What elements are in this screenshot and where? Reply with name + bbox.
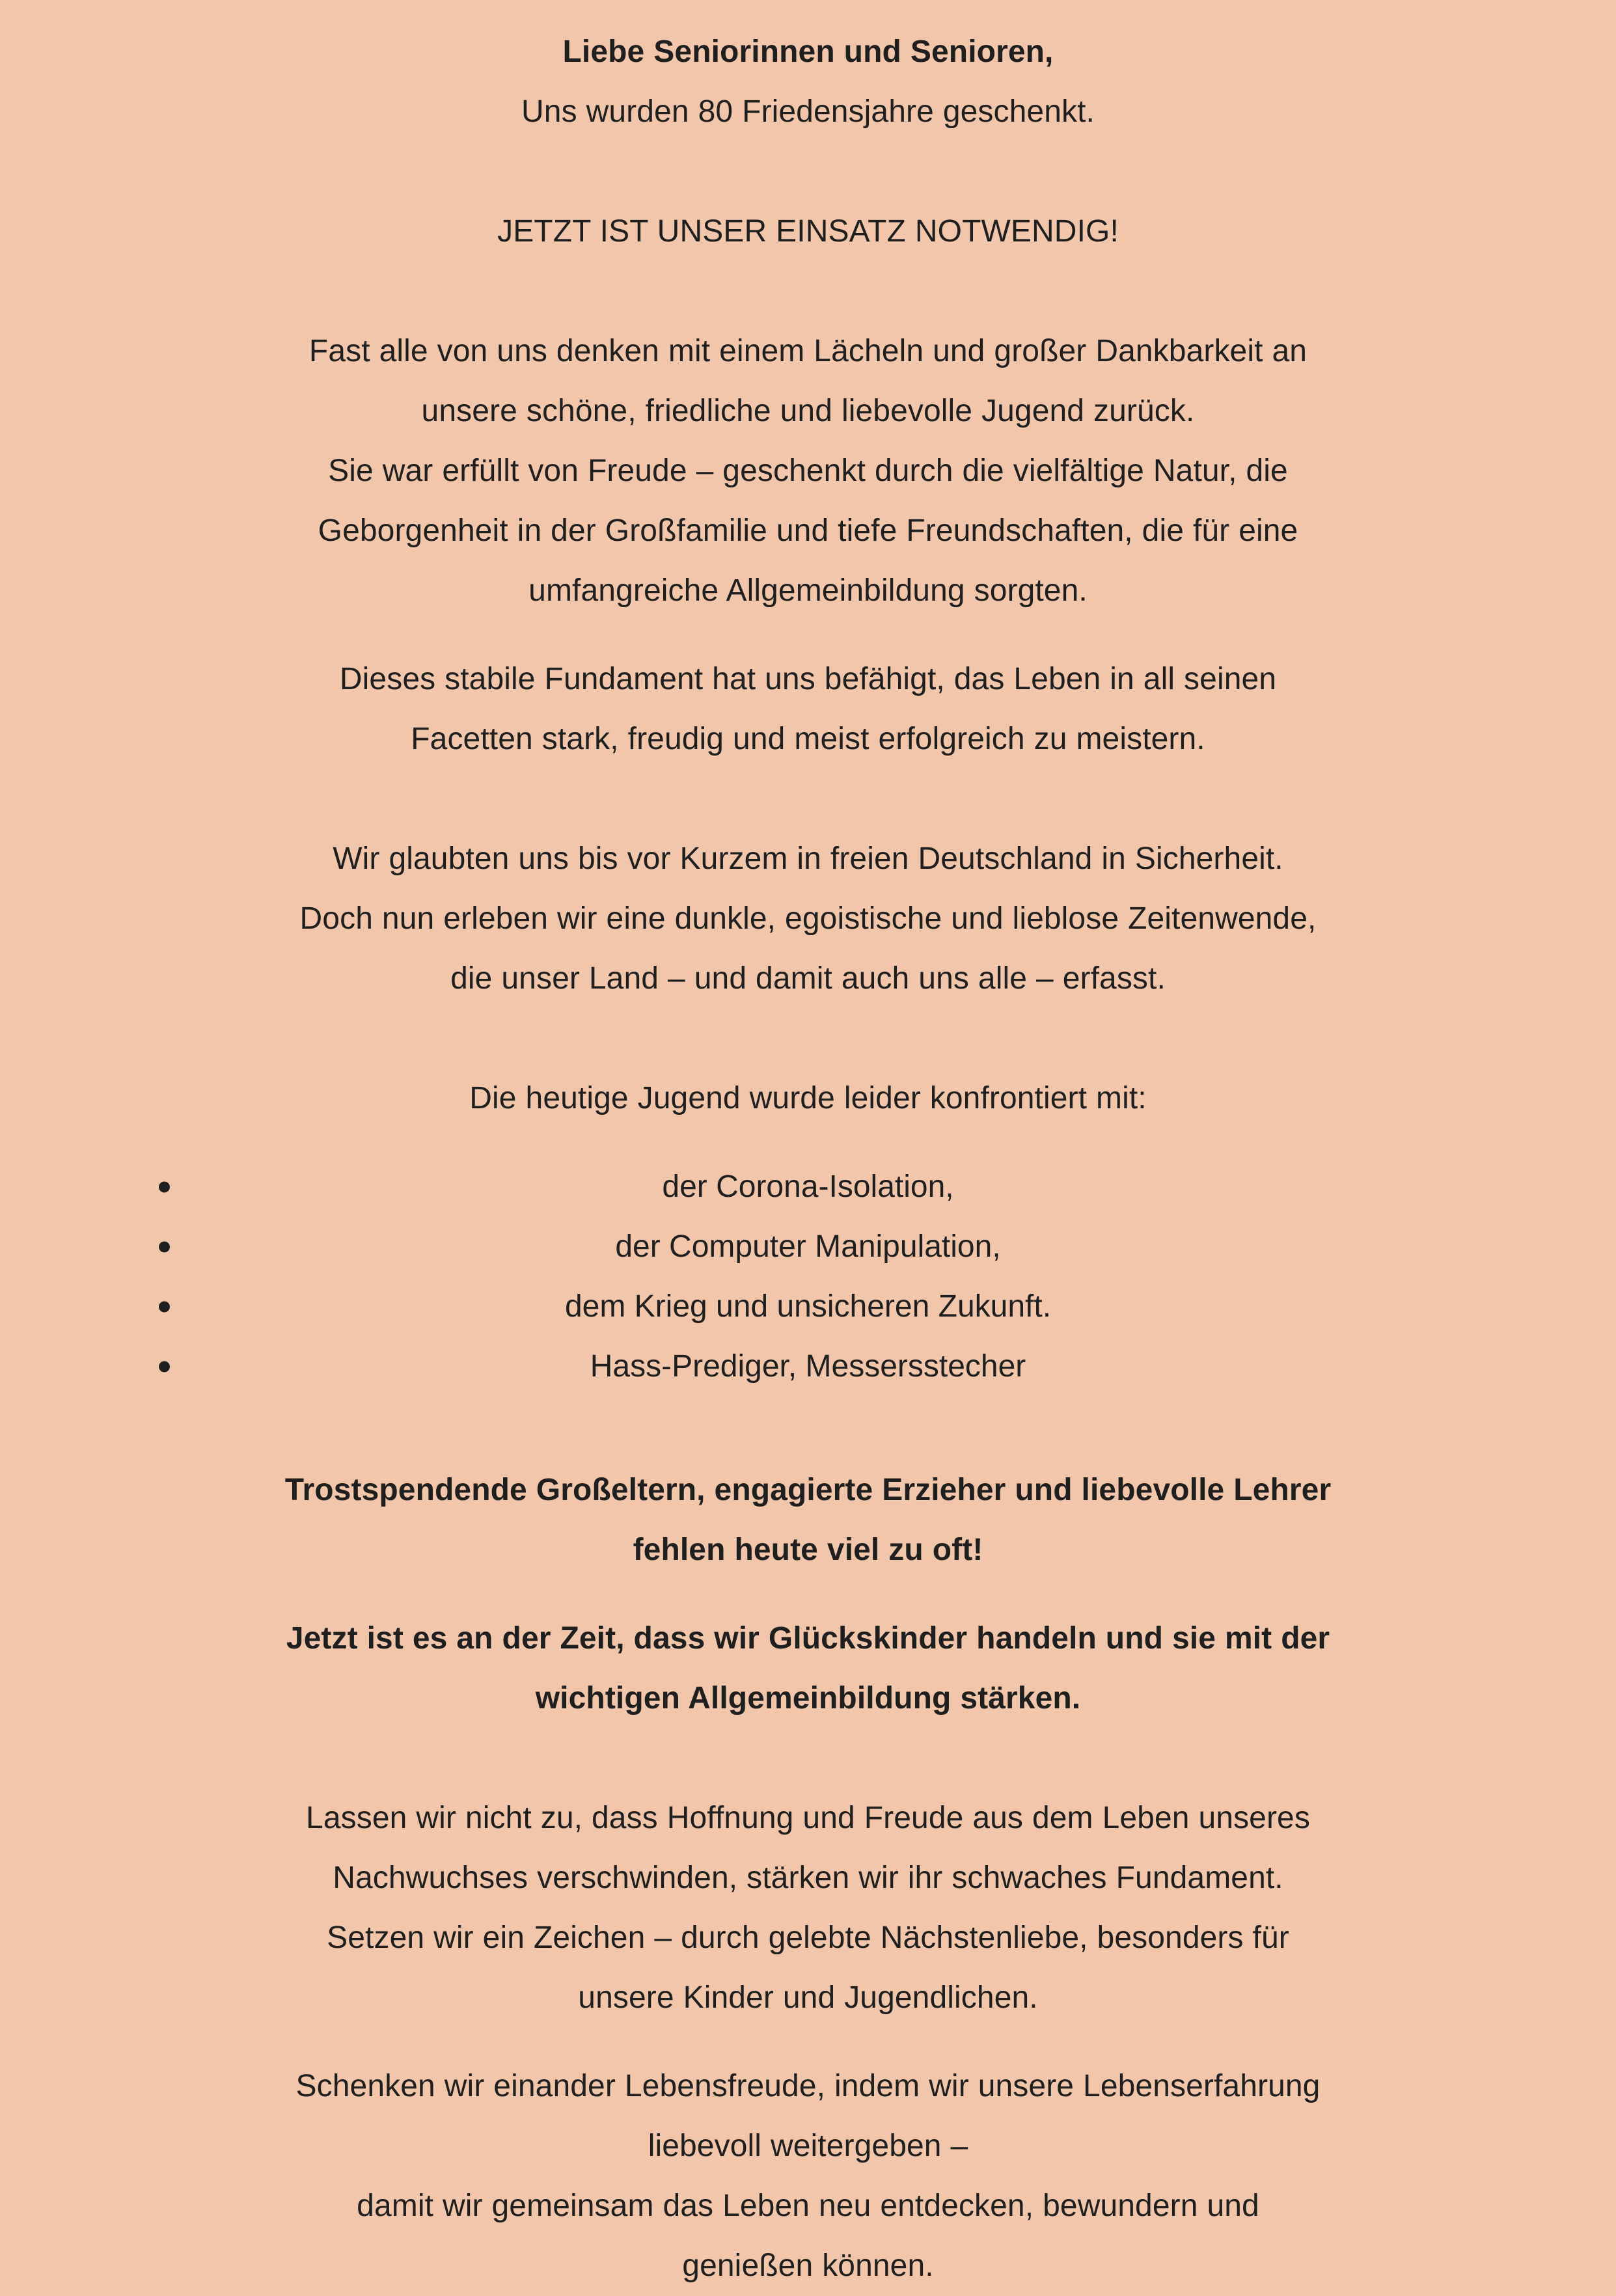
paragraph-foundation-line-2: Facetten stark, freudig und meist erfolgreich zu meistern. — [411, 722, 1205, 756]
list-item-label: dem Krieg und unsicheren Zukunft. — [564, 1289, 1052, 1324]
paragraph-closing-line-1: Schenken wir einander Lebensfreude, indem wir unsere Lebenserfahrung — [295, 2069, 1321, 2103]
paragraph-turning-point-line-3: die unser Land – und damit auch uns alle – erfasst. — [450, 961, 1166, 996]
spacer-after-missing-people — [173, 1580, 1443, 1609]
bullet-dot-icon — [159, 1182, 170, 1193]
call-to-action-headline: JETZT IST UNSER EINSATZ NOTWENDIG! — [497, 214, 1119, 249]
list-item-label: der Corona-Isolation, — [662, 1169, 954, 1204]
paragraph-hope-line-3: Setzen wir ein Zeichen – durch gelebte Nächstenliebe, besonders für — [327, 1920, 1289, 1955]
paragraph-youth-intro: Die heutige Jugend wurde leider konfrontiert mit: — [469, 1081, 1147, 1115]
paragraph-missing-people — [173, 1460, 1443, 1580]
list-item-label: Hass-Prediger, Messersstecher — [590, 1349, 1026, 1384]
bullet-dot-icon — [159, 1302, 170, 1313]
paragraph-memory-line-4: Geborgenheit in der Großfamilie und tiefe Freundschaften, die für eine — [318, 513, 1298, 548]
spacer-after-headline — [173, 262, 1443, 321]
bullet-dot-icon — [159, 1242, 170, 1253]
paragraph-memory-line-5: umfangreiche Allgemeinbildung sorgten. — [528, 573, 1088, 608]
spacer-after-turning-point — [173, 1009, 1443, 1069]
youth-challenges-list — [173, 1157, 1443, 1397]
paragraph-time-to-act-line-1: Jetzt ist es an der Zeit, dass wir Glückskinder handeln und sie mit der — [286, 1621, 1330, 1656]
paragraph-closing-line-2: liebevoll weitergeben – — [648, 2129, 968, 2163]
list-item — [173, 1277, 1443, 1337]
paragraph-closing — [173, 2057, 1443, 2296]
spacer-after-foundation — [173, 769, 1443, 829]
spacer-after-bullets — [173, 1397, 1443, 1460]
list-item — [173, 1217, 1443, 1277]
document-body — [173, 22, 1443, 2296]
paragraph-turning-point — [173, 829, 1443, 1009]
paragraph-hope-line-2: Nachwuchses verschwinden, stärken wir ihr schwaches Fundament. — [333, 1861, 1283, 1895]
bullet-dot-icon — [159, 1361, 170, 1373]
paragraph-time-to-act — [173, 1609, 1443, 1729]
paragraph-hope — [173, 1788, 1443, 2028]
spacer-after-hope — [173, 2028, 1443, 2057]
paragraph-foundation-line-1: Dieses stabile Fundament hat uns befähigt, das Leben in all seinen — [339, 662, 1277, 696]
spacer-after-memory — [173, 621, 1443, 649]
spacer-after-salutation — [173, 142, 1443, 202]
list-item — [173, 1337, 1443, 1397]
paragraph-memory-line-1: Fast alle von uns denken mit einem Lächeln und großer Dankbarkeit an — [308, 334, 1308, 368]
paragraph-foundation — [173, 649, 1443, 769]
paragraph-turning-point-line-2: Doch nun erleben wir eine dunkle, egoistische und lieblose Zeitenwende, — [299, 901, 1317, 936]
paragraph-hope-line-4: unsere Kinder und Jugendlichen. — [578, 1980, 1038, 2015]
paragraph-memory-line-3: Sie war erfüllt von Freude – geschenkt durch die vielfältige Natur, die — [328, 454, 1288, 488]
paragraph-hope-line-1: Lassen wir nicht zu, dass Hoffnung und Freude aus dem Leben unseres — [306, 1801, 1310, 1835]
paragraph-memory — [173, 321, 1443, 621]
salutation-subheading: Uns wurden 80 Friedensjahre geschenkt. — [521, 94, 1095, 129]
paragraph-missing-people-line-2: fehlen heute viel zu oft! — [633, 1533, 983, 1567]
list-item-label: der Computer Manipulation, — [615, 1229, 1001, 1264]
salutation-heading: Liebe Seniorinnen und Senioren, — [562, 34, 1054, 69]
paragraph-closing-line-4: genießen können. — [682, 2248, 934, 2283]
paragraph-missing-people-line-1: Trostspendende Großeltern, engagierte Erzieher und liebevolle Lehrer — [284, 1473, 1332, 1507]
paragraph-time-to-act-line-2: wichtigen Allgemeinbildung stärken. — [535, 1681, 1081, 1715]
paragraph-memory-line-2: unsere schöne, friedliche und liebevolle Jugend zurück. — [421, 394, 1195, 428]
spacer-before-bullets — [173, 1128, 1443, 1157]
paragraph-turning-point-line-1: Wir glaubten uns bis vor Kurzem in freien Deutschland in Sicherheit. — [333, 841, 1283, 876]
spacer-after-time-to-act — [173, 1729, 1443, 1788]
paragraph-closing-line-3: damit wir gemeinsam das Leben neu entdecken, bewundern und — [357, 2189, 1259, 2223]
list-item — [173, 1157, 1443, 1217]
